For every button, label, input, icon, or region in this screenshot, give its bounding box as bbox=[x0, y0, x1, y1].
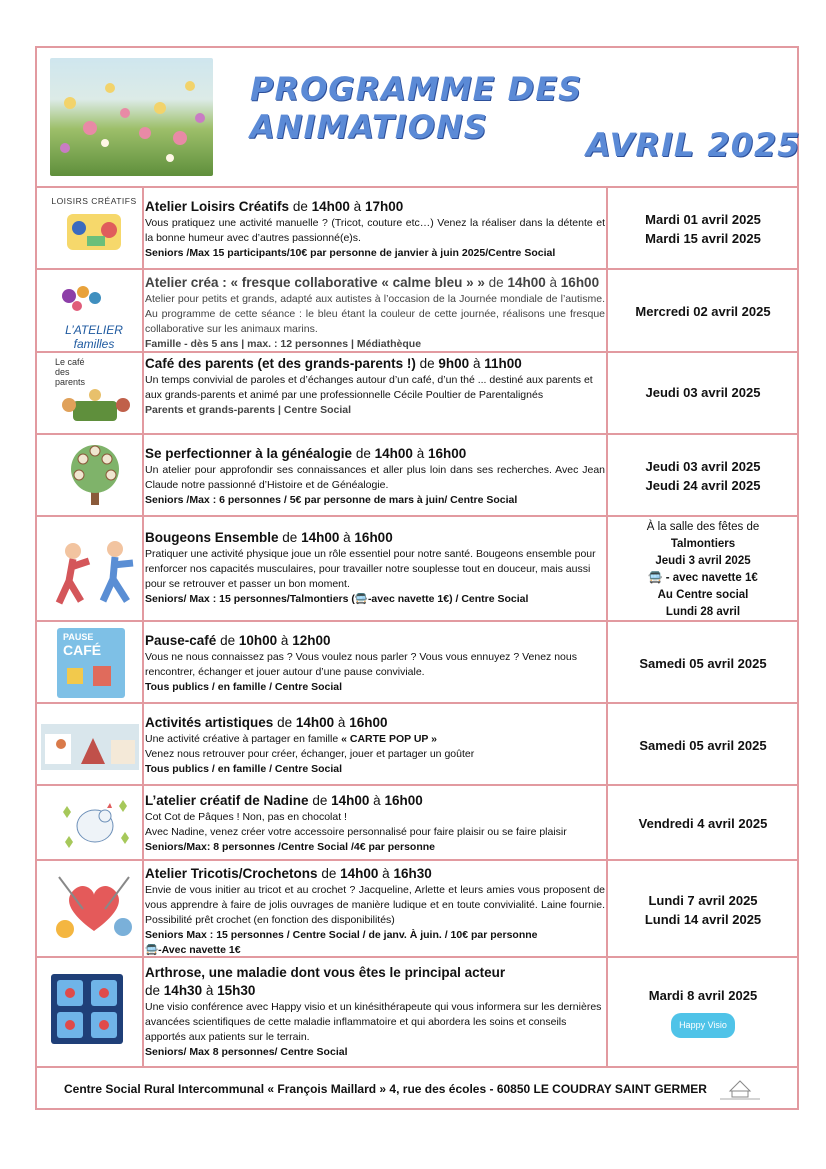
activity-title: Arthrose, une maladie dont vous êtes le principal acteur bbox=[145, 965, 506, 980]
activity-time: de 14h30 à 15h30 bbox=[145, 983, 256, 998]
activity-meta: Seniors /Max 15 participants/10€ par personne de janvier à juin 2025/Centre Social bbox=[145, 247, 556, 259]
activity-meta: Seniors/Max: 8 personnes /Centre Social /4€ par personne bbox=[145, 841, 436, 853]
activity-description: Un atelier pour approfondir ses connaissances et aller plus loin dans ses recherches. Avec Jean Claude notre passionné d’Histoire et de Généalogie. bbox=[145, 464, 605, 491]
activity-meta: Parents et grands-parents | Centre Social bbox=[145, 404, 352, 416]
activity-dates: Jeudi 03 avril 2025 Jeudi 24 avril 2025 bbox=[645, 459, 761, 493]
atelier-familles-logo: L’ATELIER familles bbox=[49, 282, 139, 342]
pop-up-card-image bbox=[41, 724, 139, 770]
cafe-des-parents-logo: Le café des parents bbox=[49, 357, 139, 429]
activity-description: Une activité créative à partager en famille « CARTE POP UP » bbox=[145, 733, 438, 745]
activity-row bbox=[37, 188, 797, 268]
activity-meta: 🚍-Avec navette 1€ bbox=[145, 944, 241, 956]
loisirs-creatifs-logo: LOISIRS CRÉATIFS bbox=[49, 196, 139, 260]
activity-row bbox=[37, 270, 797, 351]
activity-dates: Mardi 8 avril 2025 Happy Visio bbox=[609, 986, 797, 1038]
knitting-icon bbox=[49, 869, 139, 947]
arthritis-joints-image bbox=[51, 974, 123, 1044]
activity-row bbox=[37, 622, 797, 702]
row-divider bbox=[35, 1066, 799, 1068]
activity-meta: Seniors/ Max : 15 personnes/Talmontiers (🚍-avec navette 1€) / Centre Social bbox=[145, 593, 529, 605]
activity-title-line: Se perfectionner à la généalogie de 14h00 à 16h00 bbox=[145, 446, 467, 461]
activity-description: Un temps convivial de paroles et d’échanges autour d’un café, d’un thé ... destiné aux parents et aux grands-parents et animé par une professionnelle Cécile Poultier de Parentalignés bbox=[145, 374, 593, 401]
activity-title-line: Atelier créa : « fresque collaborative « calme bleu » » de 14h00 à 16h00 bbox=[145, 275, 600, 290]
pause-cafe-poster: PAUSE CAFÉ bbox=[57, 628, 125, 698]
activity-meta: Tous publics / en famille / Centre Social bbox=[145, 763, 343, 775]
activity-title-line: Atelier Tricotis/Crochetons de 14h00 à 16h30 bbox=[145, 866, 432, 881]
title-line-1: PROGRAMME DES ANIMATIONS bbox=[250, 70, 583, 146]
activity-description: Atelier pour petits et grands, adapté aux autistes à l’occasion de la Journée mondiale de l’autisme. Au programme de cette séance : le bleu étant la couleur de cette journée, réalisons une fresque collaborative sur les animaux marins. bbox=[145, 293, 605, 335]
activity-title-line: Bougeons Ensemble de 14h00 à 16h00 bbox=[145, 530, 393, 545]
activity-row bbox=[37, 861, 797, 956]
easter-hen-icon bbox=[49, 792, 139, 854]
exercise-seniors-icon bbox=[49, 537, 139, 607]
activity-title-line: Pause-café de 10h00 à 12h00 bbox=[145, 633, 331, 648]
activity-description: Vous ne nous connaissez pas ? Vous voulez nous parler ? Vous vous ennuyez ? Venez nous rencontrer, échanger et jouer autour d’une pause conviviale. bbox=[145, 651, 577, 678]
activity-dates: À la salle des fêtes de Talmontiers Jeudi 3 avril 2025 🚍 - avec navette 1€ Au Centre social Lundi 28 avril bbox=[646, 521, 760, 618]
activity-row bbox=[37, 958, 797, 1066]
activity-dates: Samedi 05 avril 2025 bbox=[639, 738, 767, 753]
flower-meadow-image bbox=[50, 58, 213, 176]
activity-row bbox=[37, 786, 797, 859]
activity-meta: Tous publics / en famille / Centre Social bbox=[145, 681, 343, 693]
family-tree-icon bbox=[49, 441, 139, 509]
activity-dates: Samedi 05 avril 2025 bbox=[639, 656, 767, 671]
footer-address: Centre Social Rural Intercommunal « François Maillard » 4, rue des écoles - 60850 LE COUDRAY SAINT GERMER bbox=[64, 1082, 707, 1096]
activity-description: Pratiquer une activité physique joue un rôle essentiel pour notre santé. Bougeons ensemble pour renforcer nos capacités musculaires, pour travailler notre souplesse tout en douceur, mais aussi pour se retrouver et passer un bon moment. bbox=[145, 548, 596, 590]
activity-row bbox=[37, 435, 797, 515]
activity-description: Venez nous retrouver pour créer, échanger, jouer et partager un goûter bbox=[145, 748, 475, 760]
activity-meta: Seniors/ Max 8 personnes/ Centre Social bbox=[145, 1046, 348, 1058]
activity-title-line: Atelier Loisirs Créatifs de 14h00 à 17h00 bbox=[145, 199, 404, 214]
activity-row bbox=[37, 704, 797, 784]
activity-dates: Mardi 01 avril 2025 Mardi 15 avril 2025 bbox=[645, 212, 761, 246]
activity-description: Vous pratiquez une activité manuelle ? (Tricot, couture etc…) Venez la réaliser dans la détente et la bonne humeur avec d’autres passionné(e)s. bbox=[145, 217, 605, 244]
activity-meta: Seniors /Max : 6 personnes / 5€ par personne de mars à juin/ Centre Social bbox=[145, 494, 518, 506]
centre-social-logo-icon bbox=[716, 1077, 764, 1101]
happy-visio-logo: Happy Visio bbox=[671, 1013, 735, 1038]
activity-title-line: Café des parents (et des grands-parents !) de 9h00 à 11h00 bbox=[145, 356, 522, 371]
activity-description: Avec Nadine, venez créer votre accessoire personnalisé pour faire plaisir ou se faire plaisir bbox=[145, 826, 567, 838]
activity-dates: Lundi 7 avril 2025 Lundi 14 avril 2025 bbox=[644, 893, 762, 927]
activity-row bbox=[37, 353, 797, 433]
activity-title-line: L’atelier créatif de Nadine de 14h00 à 16h00 bbox=[145, 793, 423, 808]
activity-dates: Jeudi 03 avril 2025 bbox=[645, 385, 761, 400]
activity-dates: Vendredi 4 avril 2025 bbox=[638, 816, 768, 831]
activity-description: Cot Cot de Pâques ! Non, pas en chocolat ! bbox=[145, 811, 347, 823]
activity-description: Envie de vous initier au tricot et au crochet ? Jacqueline, Arlette et leurs amies vous proposent de vous apprendre à faire de jolis ouvrages de manière ludique et en toute convivialité. Laine fournie. Possibilité prêt crochet (en fonction des disponibilités) bbox=[145, 884, 605, 926]
activity-description: Une visio conférence avec Happy visio et un kinésithérapeute qui vous informera sur les dernières avancées scientifiques de cette maladie inflammatoire et qui abordera les soins et conseils apportés aux patients sur le terrain. bbox=[145, 1001, 602, 1043]
activity-row bbox=[37, 517, 797, 620]
activity-meta: Seniors Max : 15 personnes / Centre Social / de janv. À juin. / 10€ par personne bbox=[145, 929, 538, 941]
activity-title-line: Activités artistiques de 14h00 à 16h00 bbox=[145, 715, 388, 730]
title-line-2: AVRIL 2025 bbox=[586, 126, 801, 164]
activity-dates: Mercredi 02 avril 2025 bbox=[635, 304, 771, 319]
activity-meta: Famille - dès 5 ans | max. : 12 personnes | Médiathèque bbox=[145, 338, 422, 350]
